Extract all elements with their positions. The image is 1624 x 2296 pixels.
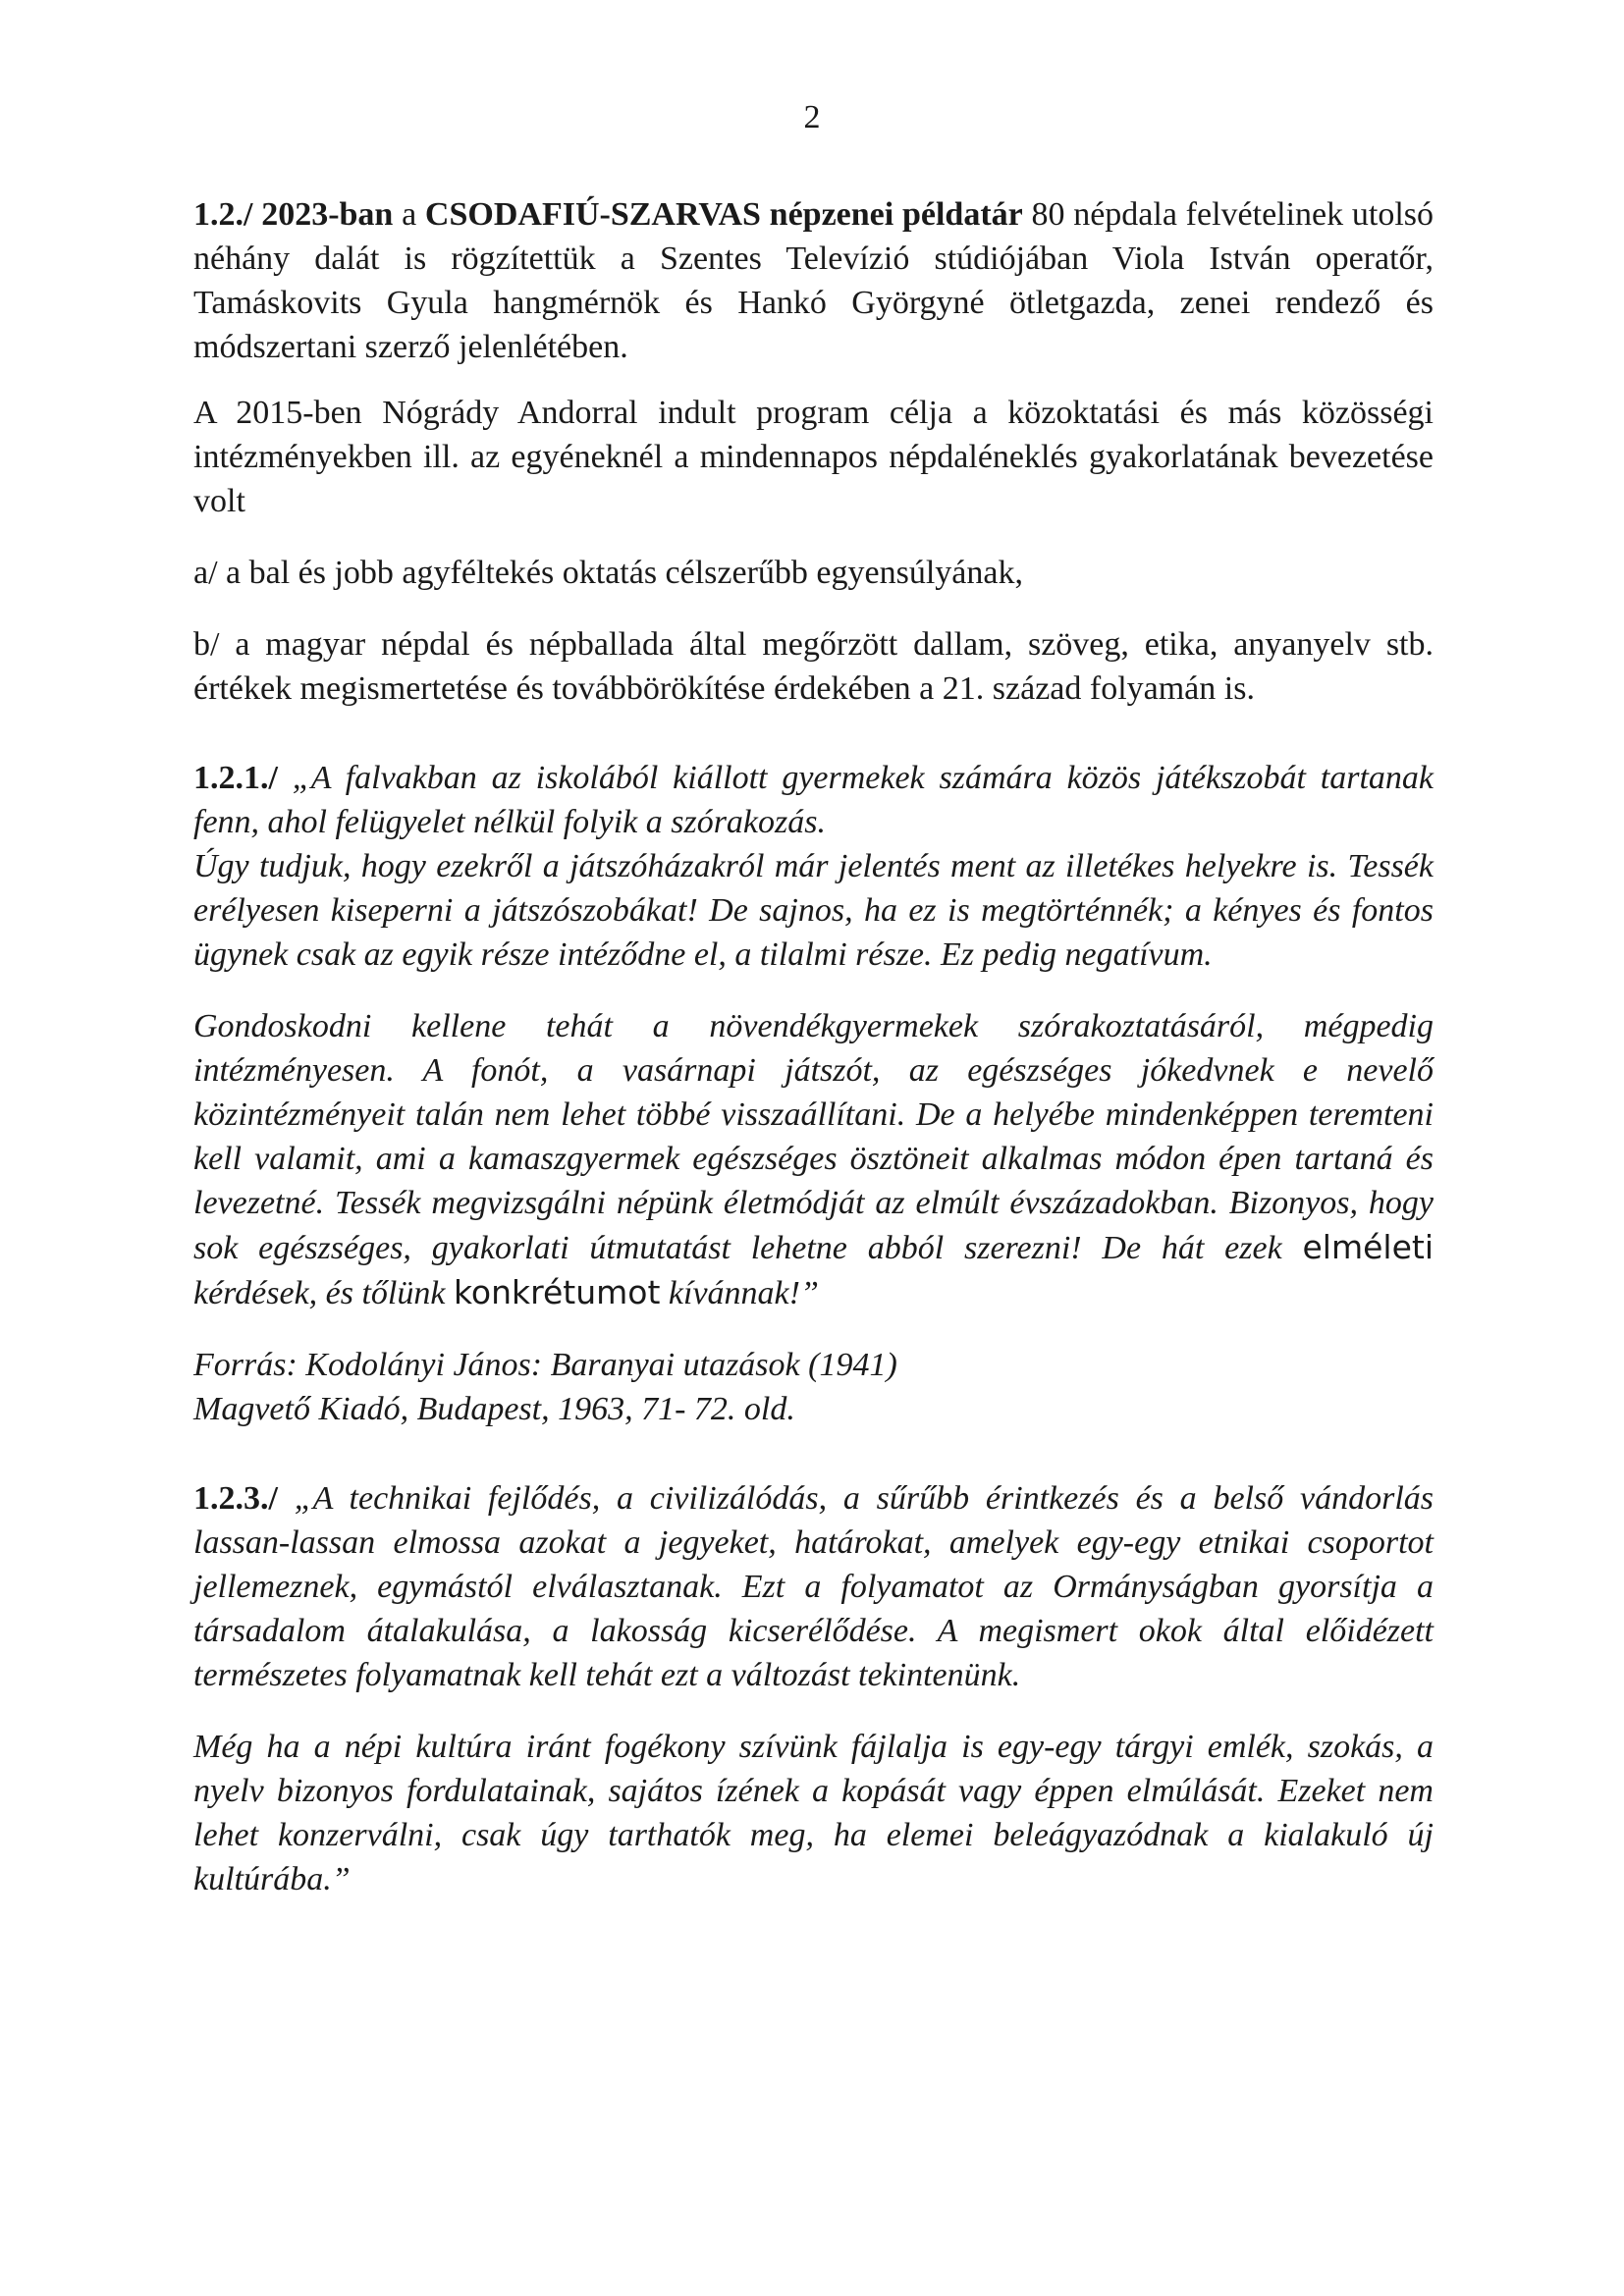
section-1-2-paragraph [193, 192, 1434, 369]
section-1-2-1-paragraph [193, 756, 1434, 977]
source-citation [193, 1343, 1434, 1431]
item-a-paragraph: a/ a bal és jobb agyféltekés oktatás célszerűbb egyensúlyának, [193, 555, 1023, 591]
emphasis-word-elmeleti: elméleti [1302, 1228, 1434, 1266]
section-1-2-1-p2-c: kívánnak!” [660, 1275, 819, 1311]
section-1-2-3-number: 1.2.3./ [193, 1480, 278, 1517]
section-1-2-3-paragraph [193, 1476, 1434, 1697]
emphasis-word-konkretumot: konkrétumot [453, 1273, 661, 1311]
section-1-2-1-paragraph-2 [193, 1004, 1434, 1315]
section-1-2-title: CSODAFIÚ-SZARVAS népzenei példatár [424, 196, 1023, 233]
section-1-2-number: 1.2./ [193, 196, 253, 233]
page-content [193, 192, 1434, 1901]
page-number: 2 [803, 99, 821, 135]
section-1-2-year: 2023-ban [261, 196, 394, 233]
section-1-2-text-a: a [393, 196, 425, 233]
section-1-2-1-p2-b: kérdések, és tőlünk [193, 1275, 454, 1311]
section-1-2-3-paragraph-2: Még ha a népi kultúra iránt fogékony szívünk fájlalja is egy-egy tárgyi emlék, szokás, a nyelv bizonyos fordulatainak, sajátos ízének a kopását vagy éppen elmúlását. Ezeket nem lehet konzerválni, csak úgy tarthatók meg, ha elemei beleágyazódnak a kialakuló új kultúrába.” [193, 1729, 1434, 1897]
source-line-2: Magvető Kiadó, Budapest, 1963, 71- 72. old. [193, 1391, 795, 1427]
section-1-2-1-p2-a: Gondoskodni kellene tehát a növendékgyermekek szórakoztatásáról, mégpedig intézményesen. A fonót, a vasárnapi játszót, az egészséges jókedvnek e nevelő közintézményeit talán nem lehet többé visszaállítani. De a helyébe mindenképpen teremteni kell valamit, ami a kamaszgyermek egészséges ösztöneit alkalmas módon épen tartaná és levezetné. Tessék megvizsgálni népünk életmódját az elmúlt évszázadokban. Bizonyos, hogy sok egészséges, gyakorlati útmutatást lehetne abból szerezni! De hát ezek [193, 1008, 1434, 1266]
item-b-paragraph: b/ a magyar népdal és népballada által megőrzött dallam, szöveg, etika, anyanyelv stb. értékek megismertetése és továbbörökítése érdekében a 21. század folyamán is. [193, 626, 1434, 707]
section-1-2-1-number: 1.2.1./ [193, 760, 278, 796]
section-1-2-3-p1: „A technikai fejlődés, a civilizálódás, a sűrűbb érintkezés és a belső vándorlás lassan-lassan elmossa azokat a jegyeket, határokat, amelyek egy-egy etnikai csoportot jellemeznek, egymástól elválasztanak. Ezt a folyamatot az Ormányságban gyorsítja a társadalom átalakulása, a lakosság kicserélődése. A megismert okok által előidézett természetes folyamatnak kell tehát ezt a változást tekintenünk. [193, 1480, 1434, 1693]
section-1-2-1-line1: „A falvakban az iskolából kiállott gyermekek számára közös játékszobát tartanak fenn, ahol felügyelet nélkül folyik a szórakozás. [193, 760, 1434, 840]
source-line-1: Forrás: Kodolányi János: Baranyai utazások (1941) [193, 1347, 897, 1383]
section-1-2-1-line2: Úgy tudjuk, hogy ezekről a játszóházakról már jelentés ment az illetékes helyekre is. Tessék erélyesen kiseperni a játszószobákat! De sajnos, ha ez is megtörténnék; a kényes és fontos ügynek csak az egyik része intéződne el, a tilalmi része. Ez pedig negatívum. [193, 848, 1434, 973]
section-1-2-text-b: 80 népdala felvételinek utolsó néhány dalát is rögzítettük a Szentes Televízió stúdiójában Viola István operatőr, Tamáskovits Gyula hangmérnök és Hankó Györgyné ötletgazda, zenei rendező és módszertani szerző jelenlétében. [193, 196, 1434, 365]
program-paragraph: A 2015-ben Nógrády Andorral indult program célja a közoktatási és más közösségi intézményekben ill. az egyéneknél a mindennapos népdaléneklés gyakorlatának bevezetése volt [193, 395, 1434, 519]
